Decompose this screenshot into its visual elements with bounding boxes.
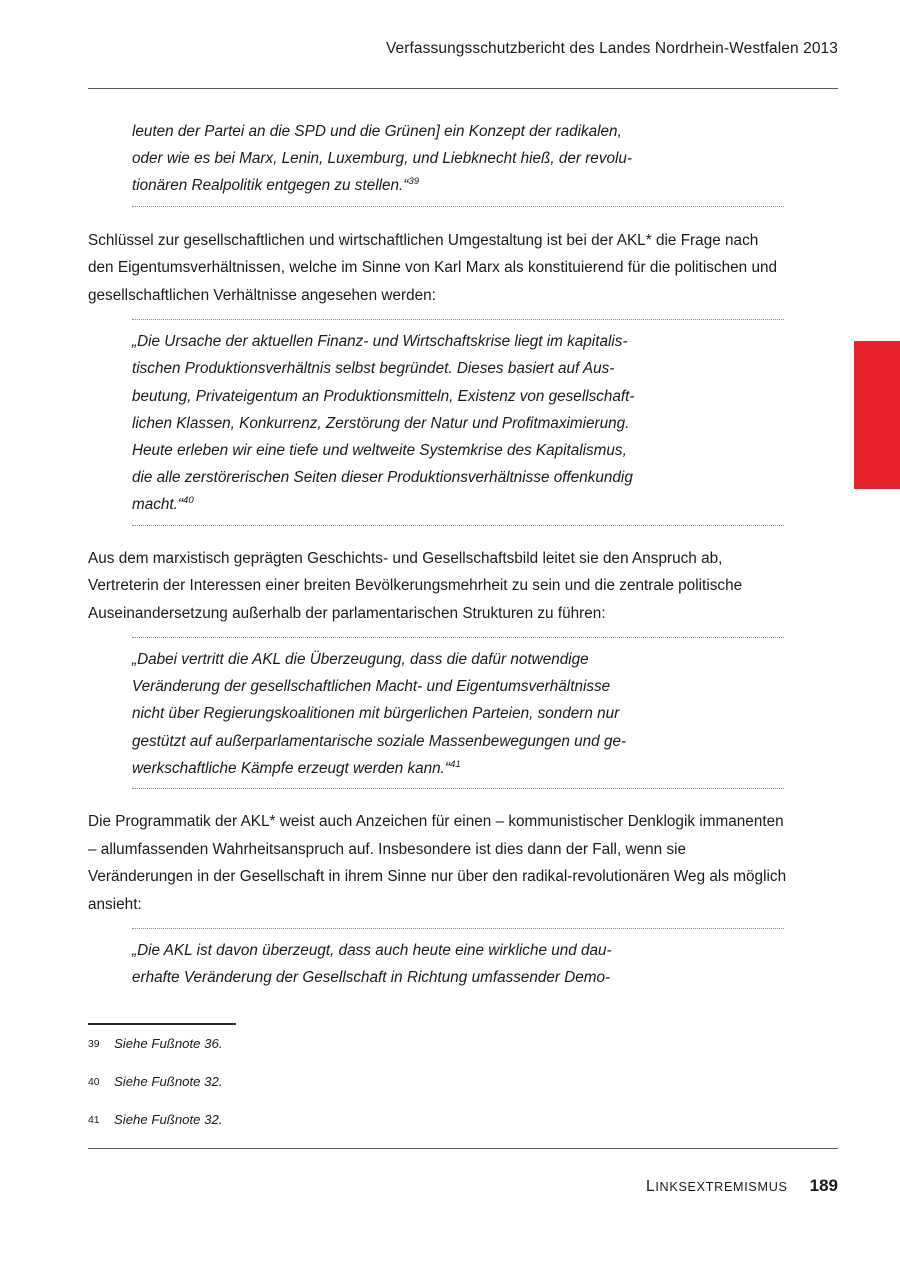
footnote-number: 40 xyxy=(88,1077,100,1088)
footnote-text: Siehe Fußnote 32. xyxy=(114,1074,223,1089)
quote-line: „Die Ursache der aktuellen Finanz- und Wirtschaftskrise liegt im kapitalis- xyxy=(132,333,628,351)
quote-divider xyxy=(132,928,784,929)
quote-line: oder wie es bei Marx, Lenin, Luxemburg, und Liebknecht hieß, der revolu- xyxy=(132,150,632,168)
footnote-number: 41 xyxy=(88,1115,100,1126)
page-footer xyxy=(88,1176,838,1196)
quote-line-with-ref xyxy=(132,491,788,518)
footnote-ref-40: 40 xyxy=(183,495,194,507)
blockquote-0 xyxy=(88,118,788,200)
quote-line: die alle zerstörerischen Seiten dieser Produktionsverhältnisse offenkundig xyxy=(132,469,633,487)
quote-line-with-ref xyxy=(132,172,788,199)
footnote-separator xyxy=(88,1023,236,1025)
quote-line-text: tionären Realpolitik entgegen zu stellen.“ xyxy=(132,177,409,195)
quote-line-with-ref xyxy=(132,755,788,782)
quote-line: erhafte Veränderung der Gesellschaft in Richtung umfassender Demo- xyxy=(132,969,611,987)
header-divider xyxy=(88,88,838,89)
quote-line: beutung, Privateigentum an Produktionsmitteln, Existenz von gesellschaft- xyxy=(132,387,635,405)
quote-line: „Dabei vertritt die AKL die Überzeugung, dass die dafür notwendige xyxy=(132,651,589,669)
quote-line: nicht über Regierungskoalitionen mit bürgerlichen Parteien, sondern nur xyxy=(132,705,620,723)
quote-divider xyxy=(132,525,784,526)
paragraph-1: Schlüssel zur gesellschaftlichen und wirtschaftlichen Umgestaltung ist bei der AKL* die Frage nach den Eigentumsverhältnissen, welche im Sinne von Karl Marx als konstituierend für die politischen und gesellschaftlichen Verhältnisse angesehen werden: xyxy=(88,231,778,304)
quote-divider xyxy=(132,637,784,638)
footer-section-rest: INKSEXTREMISMUS xyxy=(655,1180,788,1194)
paragraph-3: Die Programmatik der AKL* weist auch Anzeichen für einen – kommunistischer Denklogik immanenten – allumfassenden Wahrheitsanspruch auf. Insbesondere ist dies dann der Fall, wenn sie Veränderungen in der Gesellschaft in ihrem Sinne nur über den radikal-revolutionären Weg als möglich ansieht: xyxy=(88,813,787,913)
quote-line: tischen Produktionsverhältnis selbst begründet. Dieses basiert auf Aus- xyxy=(132,360,615,378)
quote-line-text: werkschaftliche Kämpfe erzeugt werden kann.“ xyxy=(132,759,450,777)
blockquote-2 xyxy=(88,646,788,782)
quote-line: lichen Klassen, Konkurrenz, Zerstörung der Natur und Profitmaximierung. xyxy=(132,414,630,432)
quote-line: Veränderung der gesellschaftlichen Macht- und Eigentumsverhältnisse xyxy=(132,678,611,696)
quote-divider xyxy=(132,788,784,789)
footnote-number: 39 xyxy=(88,1039,100,1050)
footnote-item xyxy=(88,1072,788,1093)
footer-section-label xyxy=(646,1178,788,1196)
page-number: 189 xyxy=(809,1176,838,1195)
footnote-text: Siehe Fußnote 32. xyxy=(114,1112,223,1127)
quote-divider xyxy=(132,319,784,320)
blockquote-1 xyxy=(88,328,788,518)
page-header xyxy=(88,40,838,58)
paragraph-2: Aus dem marxistisch geprägten Geschichts- und Gesellschaftsbild leitet sie den Anspruch ab, Vertreterin der Interessen einer breiten Bevölkerungsmehrheit zu sein und die zentrale politische Auseinandersetzung außerhalb der parlamentarischen Strukturen zu führen: xyxy=(88,549,743,622)
footnote-list xyxy=(88,1034,788,1148)
header-title: Verfassungsschutzbericht des Landes Nordrhein-Westfalen 2013 xyxy=(385,40,838,57)
quote-line: gestützt auf außerparlamentarische soziale Massenbewegungen und ge- xyxy=(132,732,627,750)
footer-section-initial: L xyxy=(645,1178,656,1195)
footnote-item xyxy=(88,1110,788,1131)
quote-line: leuten der Partei an die SPD und die Grünen] ein Konzept der radikalen, xyxy=(132,123,622,140)
quote-line: „Die AKL ist davon überzeugt, dass auch heute eine wirkliche und dau- xyxy=(132,942,612,960)
footnote-ref-39: 39 xyxy=(408,176,420,188)
quote-line: Heute erleben wir eine tiefe und weltweite Systemkrise des Kapitalismus, xyxy=(132,441,627,459)
footer-divider xyxy=(88,1148,838,1149)
section-edge-tab xyxy=(854,341,900,489)
footnote-text: Siehe Fußnote 36. xyxy=(114,1036,223,1051)
blockquote-3 xyxy=(88,937,788,991)
footnote-item xyxy=(88,1034,788,1055)
quote-line-text: macht.“ xyxy=(132,496,183,514)
quote-divider xyxy=(132,206,784,207)
page-content xyxy=(88,118,788,997)
footnote-ref-41: 41 xyxy=(450,758,461,770)
